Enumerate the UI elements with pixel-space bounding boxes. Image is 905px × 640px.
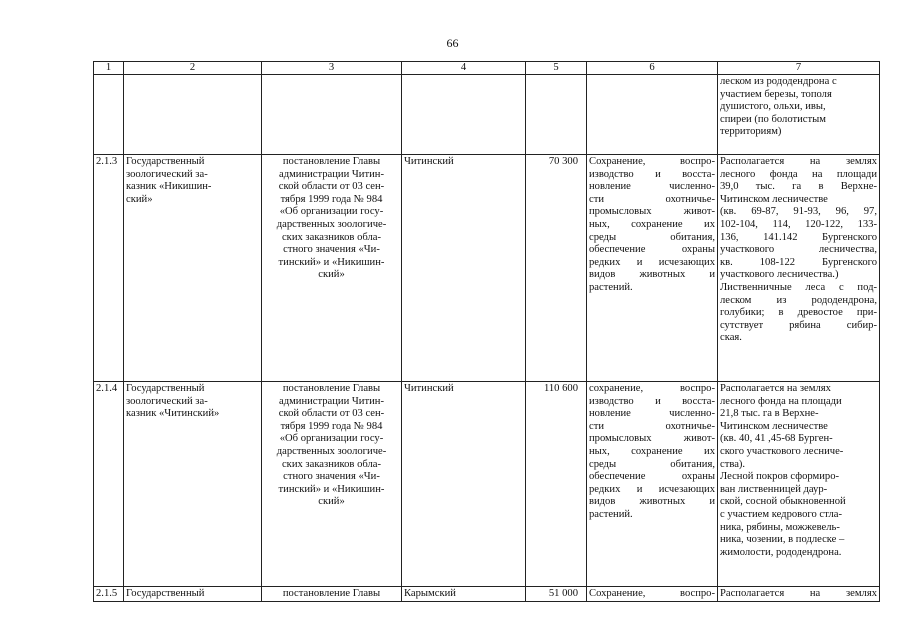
text-line: Лиственничные леса с под- [720, 281, 877, 293]
text-line: Располагается на землях [720, 588, 877, 599]
text-line: ника, рябины, можжевель- [720, 521, 840, 533]
text-line: ных, сохранение их [589, 218, 715, 230]
decree-cell [262, 382, 402, 587]
table-row [94, 587, 880, 602]
reserve-name-cell [124, 587, 262, 602]
text-line: ского участкового лесниче- [720, 445, 844, 457]
text-line: изводство и восста- [589, 168, 715, 180]
text-line: новление численно- [589, 408, 715, 420]
district-cell: Читинский [402, 155, 526, 382]
text-line: сти охотничье- [589, 420, 715, 432]
text-line: сутствует рябина сибир- [720, 319, 877, 331]
text-line: изводство и восста- [589, 395, 715, 407]
text-line: растений. [589, 508, 633, 520]
description-cell [718, 75, 880, 155]
text-line: Сохранение, воспро- [589, 588, 715, 599]
text-line: ский» [126, 193, 153, 205]
text-line: растений. [589, 281, 633, 293]
text-line: леском из рододендрона, [720, 294, 877, 306]
area-cell: 70 300 [526, 155, 587, 382]
table-header-row [94, 62, 880, 75]
text-line: стного значения «Чи- [283, 471, 380, 483]
text-line: сохранение, воспро- [589, 383, 715, 394]
text-line: Читинском лесничестве [720, 420, 828, 432]
text-line: кв. 108-122 Бургенского [720, 256, 877, 268]
text-line: «Об организации госу- [279, 206, 384, 218]
text-line: дарственных зоологиче- [276, 218, 387, 230]
text-line: 21,8 тыс. га в Верхне- [720, 408, 819, 420]
text-line: тинский» и «Никишин- [278, 256, 385, 268]
text-line: обеспечение охраны [589, 471, 715, 483]
text-line: Сохранение, воспро- [589, 156, 715, 167]
text-line: тября 1999 года № 984 [280, 193, 383, 205]
text-line: редких и исчезающих [589, 483, 715, 495]
district-cell: Карымский [402, 587, 526, 602]
row-number: 2.1.3 [94, 155, 124, 382]
description-cell [718, 587, 880, 602]
text-line: голубики; в древостое при- [720, 307, 877, 319]
text-line: ской, сосной обыкновенной [720, 496, 846, 508]
text-line: Читинском лесничестве [720, 193, 828, 205]
text-line: ства). [720, 458, 746, 470]
empty-cell [402, 75, 526, 155]
text-line: редких и исчезающих [589, 256, 715, 268]
text-line: ский» [318, 269, 345, 281]
purpose-cell [587, 587, 718, 602]
text-line: зоологический за- [126, 168, 208, 180]
text-line: сти охотничье- [589, 193, 715, 205]
text-line: 102-104, 114, 120-122, 133- [720, 218, 877, 230]
text-line: промысловых живот- [589, 433, 715, 445]
text-line: спиреи (по болотистым [720, 113, 826, 125]
area-cell: 110 600 [526, 382, 587, 587]
text-line: ской области от 03 сен- [278, 408, 385, 420]
text-line: леском из рододендрона с [720, 76, 837, 87]
text-line: ской области от 03 сен- [278, 181, 385, 193]
text-line: ван лиственницей даур- [720, 483, 828, 495]
table-row [94, 382, 880, 587]
decree-cell [262, 155, 402, 382]
row-number: 2.1.5 [94, 587, 124, 602]
header-cell: 6 [587, 62, 718, 75]
header-cell: 1 [94, 62, 124, 75]
decree-cell [262, 587, 402, 602]
text-line: Государственный [126, 156, 205, 167]
text-line: «Об организации госу- [279, 433, 384, 445]
text-line: Государственный [126, 588, 205, 599]
page-number: 66 [446, 36, 459, 50]
text-line: 136, 141.142 Бургенского [720, 231, 877, 243]
text-line: тября 1999 года № 984 [280, 420, 383, 432]
text-line: тинский» и «Никишин- [278, 483, 385, 495]
text-line: Государственный [126, 383, 205, 394]
purpose-cell [587, 382, 718, 587]
text-line: постановление Главы [282, 156, 381, 167]
reserve-name-cell [124, 155, 262, 382]
row-number: 2.1.4 [94, 382, 124, 587]
text-line: промысловых живот- [589, 206, 715, 218]
text-line: ника, чозении, в подлеске – [720, 534, 845, 546]
text-line: постановление Главы [282, 588, 381, 599]
protected-areas-table [93, 61, 880, 602]
table-row [94, 155, 880, 382]
text-line: участкового лесничества.) [720, 269, 839, 281]
text-line: ских заказников обла- [281, 231, 382, 243]
text-line: стного значения «Чи- [283, 244, 380, 256]
text-line: дарственных зоологиче- [276, 445, 387, 457]
text-line: зоологический за- [126, 395, 208, 407]
text-line: видов животных и [589, 496, 715, 508]
text-line: среды обитания, [589, 458, 715, 470]
text-line: администрации Читин- [279, 395, 384, 407]
header-cell: 2 [124, 62, 262, 75]
text-line: казник «Читинский» [126, 408, 220, 420]
header-cell: 5 [526, 62, 587, 75]
empty-cell [94, 75, 124, 155]
header-cell: 7 [718, 62, 880, 75]
text-line: среды обитания, [589, 231, 715, 243]
text-line: администрации Читин- [279, 168, 384, 180]
text-line: обеспечение охраны [589, 244, 715, 256]
text-line: лесного фонда на площади [720, 168, 877, 180]
text-line: лесного фонда на площади [720, 395, 842, 407]
description-cell [718, 155, 880, 382]
text-line: с участием кедрового стла- [720, 508, 842, 520]
text-line: ская. [720, 332, 742, 344]
text-line: жимолости, рододендрона. [720, 546, 842, 558]
empty-cell [526, 75, 587, 155]
reserve-name-cell [124, 382, 262, 587]
text-line: новление численно- [589, 181, 715, 193]
text-line: душистого, ольхи, ивы, [720, 101, 826, 113]
empty-cell [124, 75, 262, 155]
text-line: Располагается на землях [720, 156, 877, 167]
text-line: участкового лесничества, [720, 244, 877, 256]
text-line: ских заказников обла- [281, 458, 382, 470]
text-line: территориям) [720, 126, 782, 138]
purpose-cell [587, 155, 718, 382]
text-line: видов животных и [589, 269, 715, 281]
text-line: 39,0 тыс. га в Верхне- [720, 181, 877, 193]
header-cell: 3 [262, 62, 402, 75]
empty-cell [587, 75, 718, 155]
text-line: (кв. 40, 41 ,45-68 Бурген- [720, 433, 833, 445]
header-cell: 4 [402, 62, 526, 75]
area-cell: 51 000 [526, 587, 587, 602]
text-line: постановление Главы [282, 383, 381, 394]
text-line: казник «Никишин- [126, 181, 212, 193]
empty-cell [262, 75, 402, 155]
text-line: ных, сохранение их [589, 445, 715, 457]
text-line: ский» [318, 496, 345, 508]
text-line: участием березы, тополя [720, 88, 832, 100]
district-cell: Читинский [402, 382, 526, 587]
text-line: Лесной покров сформиро- [720, 471, 840, 483]
text-line: Располагается на землях [720, 383, 831, 394]
table-row-continuation [94, 75, 880, 155]
text-line: (кв. 69-87, 91-93, 96, 97, [720, 206, 877, 218]
description-cell [718, 382, 880, 587]
